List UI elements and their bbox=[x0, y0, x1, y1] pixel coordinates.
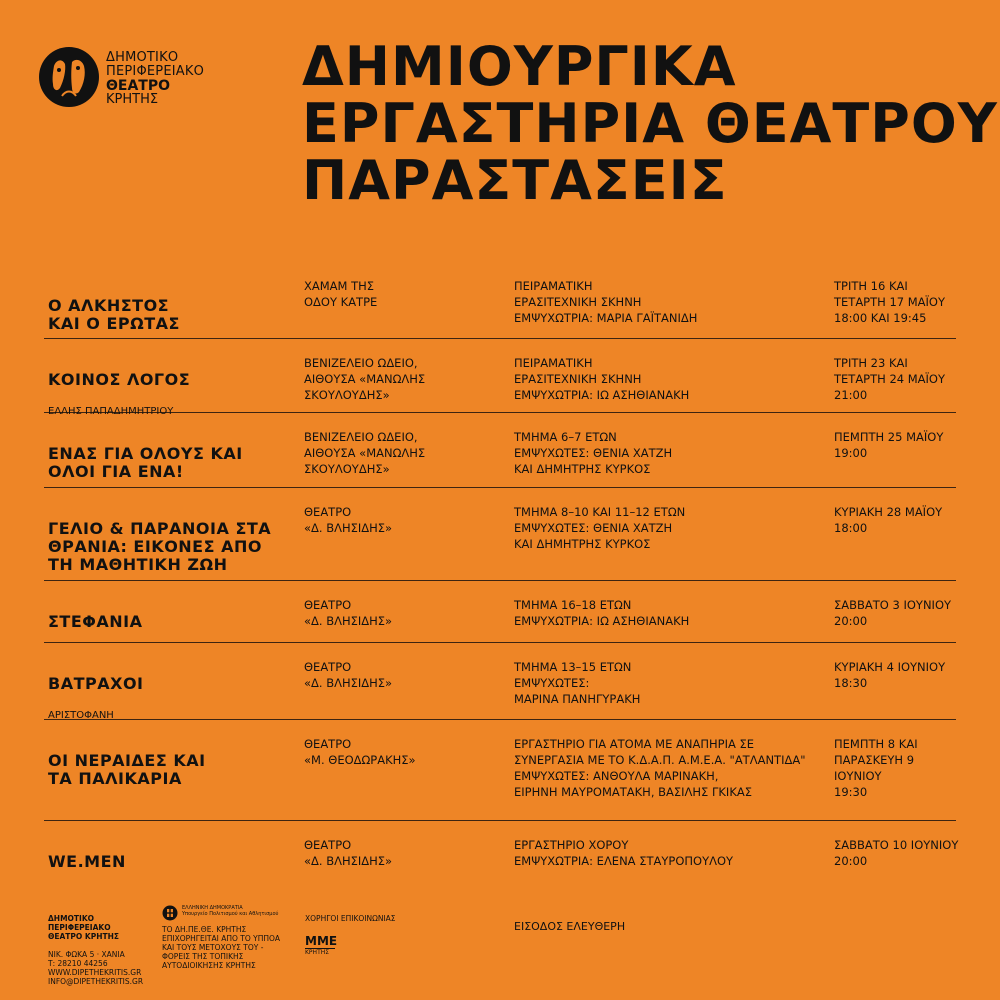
show-venue: ΘΕΑΤΡΟ «Δ. ΒΛΗΣΙΔΗΣ» bbox=[304, 505, 393, 535]
logo-line-4: ΚΡΗΤΗΣ bbox=[106, 92, 159, 107]
show-title: WE.MEN bbox=[48, 852, 126, 871]
schedule-row bbox=[44, 488, 956, 581]
theatre-logo bbox=[38, 46, 238, 116]
show-title: ΣΤΕΦΑΝΙΑ bbox=[48, 612, 143, 631]
show-date: ΚΥΡΙΑΚΗ 4 ΙΟΥΝΙΟΥ 18:30 bbox=[834, 660, 946, 690]
show-info: ΕΡΓΑΣΤΗΡΙΟ ΧΟΡΟΥ ΕΜΨΥΧΩΤΡΙΑ: ΕΛΕΝΑ ΣΤΑΥΡΟΠΟΥΛΟΥ bbox=[514, 838, 734, 868]
show-venue: ΘΕΑΤΡΟ «Δ. ΒΛΗΣΙΔΗΣ» bbox=[304, 838, 393, 868]
show-venue: ΘΕΑΤΡΟ «Μ. ΘΕΟΔΩΡΑΚΗΣ» bbox=[304, 737, 416, 767]
show-author: ΑΡΙΣΤΟΦΑΝΗ bbox=[48, 710, 114, 721]
logo-line-1: ΔΗΜΟΤΙΚΟ bbox=[106, 50, 179, 65]
show-date: ΠΕΜΠΤΗ 8 ΚΑΙ ΠΑΡΑΣΚΕΥΗ 9 ΙΟΥΝΙΟΥ 19:30 bbox=[834, 737, 918, 799]
greek-emblem-icon bbox=[162, 905, 178, 921]
show-title: ΕΝΑΣ ΓΙΑ ΟΛΟΥΣ ΚΑΙ ΟΛΟΙ ΓΙΑ ΕΝΑ! bbox=[48, 444, 243, 481]
show-title: ΚΟΙΝΟΣ ΛΟΓΟΣ bbox=[48, 370, 191, 389]
show-title-cell bbox=[48, 837, 298, 887]
show-venue: ΧΑΜΑΜ ΤΗΣ ΟΔΟΥ ΚΑΤΡΕ bbox=[304, 279, 378, 309]
show-info: ΤΜΗΜΑ 6–7 ΕΤΩΝ ΕΜΨΥΧΩΤΕΣ: ΘΕΝΙΑ ΧΑΤΖΗ ΚΑΙ ΔΗΜΗΤΡΗΣ ΚΥΡΚΟΣ bbox=[514, 430, 673, 476]
funding-block bbox=[162, 905, 292, 970]
contact-organization: ΔΗΜΟΤΙΚΟ ΠΕΡΙΦΕΡΕΙΑΚΟ ΘΕΑΤΡΟ ΚΡΗΤΗΣ bbox=[48, 914, 120, 941]
show-date: ΠΕΜΠΤΗ 25 ΜΑΪΟΥ 19:00 bbox=[834, 430, 944, 460]
title-line-1: ΔΗΜΙΟΥΡΓΙΚΑ bbox=[302, 35, 737, 98]
contact-details: ΝΙΚ. ΦΩΚΑ 5 · ΧΑΝΙΑ Τ: 28210 44256 WWW.DIPETHEKRITIS.GR INFO@DIPETHEKRITIS.GR bbox=[48, 950, 144, 986]
schedule-row bbox=[44, 821, 959, 891]
show-info: ΠΕΙΡΑΜΑΤΙΚΗ ΕΡΑΣΙΤΕΧΝΙΚΗ ΣΚΗΝΗ ΕΜΨΥΧΩΤΡΙΑ: ΙΩ ΑΣΗΘΙΑΝΑΚΗ bbox=[514, 356, 690, 402]
show-info: ΤΜΗΜΑ 13–15 ΕΤΩΝ ΕΜΨΥΧΩΤΕΣ: ΜΑΡΙΝΑ ΠΑΝΗΓΥΡΑΚΗ bbox=[514, 660, 641, 706]
theatre-faces-logo-icon bbox=[38, 46, 100, 108]
contact-block bbox=[48, 905, 158, 995]
show-title-cell bbox=[48, 504, 298, 590]
show-date: ΚΥΡΙΑΚΗ 28 ΜΑΪΟΥ 18:00 bbox=[834, 505, 943, 535]
show-title: ΟΙ ΝΕΡΑΙΔΕΣ ΚΑΙ ΤΑ ΠΑΛΙΚΑΡΙΑ bbox=[48, 751, 206, 788]
show-info: ΤΜΗΜΑ 8–10 ΚΑΙ 11–12 ΕΤΩΝ ΕΜΨΥΧΩΤΕΣ: ΘΕΝΙΑ ΧΑΤΖΗ ΚΑΙ ΔΗΜΗΤΡΗΣ ΚΥΡΚΟΣ bbox=[514, 505, 686, 551]
logo-line-2: ΠΕΡΙΦΕΡΕΙΑΚΟ bbox=[106, 64, 205, 79]
schedule-row bbox=[44, 581, 956, 643]
sponsor-logo: ΜΜΕ bbox=[305, 934, 338, 948]
show-venue: ΘΕΑΤΡΟ «Δ. ΒΛΗΣΙΔΗΣ» bbox=[304, 598, 393, 628]
schedule-row bbox=[44, 339, 956, 417]
show-title: Ο ΑΛΚΗΣΤΟΣ ΚΑΙ Ο ΕΡΩΤΑΣ bbox=[48, 296, 180, 333]
show-venue: ΒΕΝΙΖΕΛΕΙΟ ΩΔΕΙΟ, ΑΙΘΟΥΣΑ «ΜΑΝΩΛΗΣ ΣΚΟΥΛΟΥΔΗΣ» bbox=[304, 356, 426, 402]
logo-line-3: ΘΕΑΤΡΟ bbox=[106, 78, 171, 94]
show-title-cell bbox=[48, 429, 298, 497]
schedule-row bbox=[44, 643, 956, 720]
show-date: ΤΡΙΤΗ 23 ΚΑΙ ΤΕΤΑΡΤΗ 24 ΜΑΪΟΥ 21:00 bbox=[834, 356, 945, 402]
logo-wordmark bbox=[106, 51, 204, 107]
show-date: ΣΑΒΒΑΤΟ 3 ΙΟΥΝΙΟΥ 20:00 bbox=[834, 598, 952, 628]
title-line-3: ΠΑΡΑΣΤΑΣΕΙΣ bbox=[302, 149, 728, 212]
show-venue: ΘΕΑΤΡΟ «Δ. ΒΛΗΣΙΔΗΣ» bbox=[304, 660, 393, 690]
show-title: ΒΑΤΡΑΧΟΙ bbox=[48, 674, 144, 693]
show-date: ΣΑΒΒΑΤΟ 10 ΙΟΥΝΙΟΥ 20:00 bbox=[834, 838, 959, 868]
show-title: ΓΕΛΙΟ & ΠΑΡΑΝΟΙΑ ΣΤΑ ΘΡΑΝΙΑ: ΕΙΚΟΝΕΣ ΑΠΟ ΤΗ ΜΑΘΗΤΙΚΗ ΖΩΗ bbox=[48, 519, 272, 574]
show-venue: ΒΕΝΙΖΕΛΕΙΟ ΩΔΕΙΟ, ΑΙΘΟΥΣΑ «ΜΑΝΩΛΗΣ ΣΚΟΥΛΟΥΔΗΣ» bbox=[304, 430, 426, 476]
schedule-row bbox=[44, 413, 956, 488]
free-entry-note: ΕΙΣΟΔΟΣ ΕΛΕΥΘΕΡΗ bbox=[514, 920, 626, 933]
show-info: ΕΡΓΑΣΤΗΡΙΟ ΓΙΑ ΑΤΟΜΑ ΜΕ ΑΝΑΠΗΡΙΑ ΣΕ ΣΥΝΕΡΓΑΣΙΑ ΜΕ ΤΟ Κ.Δ.Α.Π. Α.Μ.Ε.Α. "ΑΤΛΑΝΤΙΔΑ" ΕΜΨΥΧΩΤΕΣ: ΑΝΘΟΥΛΑ ΜΑΡΙΝΑΚΗ, ΕΙΡΗΝΗ ΜΑΥΡΟΜΑΤΑΚΗ, ΒΑΣΙΛΗΣ ΓΚΙΚΑΣ bbox=[514, 737, 806, 799]
ministry-label: ΕΛΛΗΝΙΚΗ ΔΗΜΟΚΡΑΤΙΑ Υπουργείο Πολιτισμού και Αθλητισμού bbox=[182, 905, 279, 917]
title-line-2: ΕΡΓΑΣΤΗΡΙΑ ΘΕΑΤΡΟΥ bbox=[302, 92, 998, 155]
show-title-cell bbox=[48, 736, 298, 804]
sponsor-block bbox=[305, 905, 405, 956]
schedule-row bbox=[44, 278, 956, 339]
schedule-list bbox=[44, 278, 959, 891]
funding-text: ΤΟ ΔΗ.ΠΕ.ΘΕ. ΚΡΗΤΗΣ ΕΠΙΧΟΡΗΓΕΙΤΑΙ ΑΠΟ ΤΟ ΥΠΠΟΑ ΚΑΙ ΤΟΥΣ ΜΕΤΟΧΟΥΣ ΤΟΥ - ΦΟΡΕΙΣ ΤΗΣ ΤΟΠΙΚΗΣ ΑΥΤΟΔΙΟΙΚΗΣΗΣ ΚΡΗΤΗΣ bbox=[162, 925, 281, 970]
show-author: ΕΛΛΗΣ ΠΑΠΑΔΗΜΗΤΡΙΟΥ bbox=[48, 406, 174, 417]
show-info: ΠΕΙΡΑΜΑΤΙΚΗ ΕΡΑΣΙΤΕΧΝΙΚΗ ΣΚΗΝΗ ΕΜΨΥΧΩΤΡΙΑ: ΜΑΡΙΑ ΓΑΪΤΑΝΙΔΗ bbox=[514, 279, 698, 325]
show-date: ΤΡΙΤΗ 16 ΚΑΙ ΤΕΤΑΡΤΗ 17 ΜΑΪΟΥ 18:00 ΚΑΙ 19:45 bbox=[834, 279, 945, 325]
page-title bbox=[302, 35, 998, 212]
schedule-row bbox=[44, 720, 956, 821]
show-info: ΤΜΗΜΑ 16–18 ΕΤΩΝ ΕΜΨΥΧΩΤΡΙΑ: ΙΩ ΑΣΗΘΙΑΝΑΚΗ bbox=[514, 598, 690, 628]
show-title-cell bbox=[48, 597, 298, 647]
sponsor-label: ΧΟΡΗΓΟΙ ΕΠΙΚΟΙΝΩΝΙΑΣ bbox=[305, 914, 396, 923]
sponsor-logo-sub: ΚΡΗΤΗΣ bbox=[305, 948, 335, 956]
